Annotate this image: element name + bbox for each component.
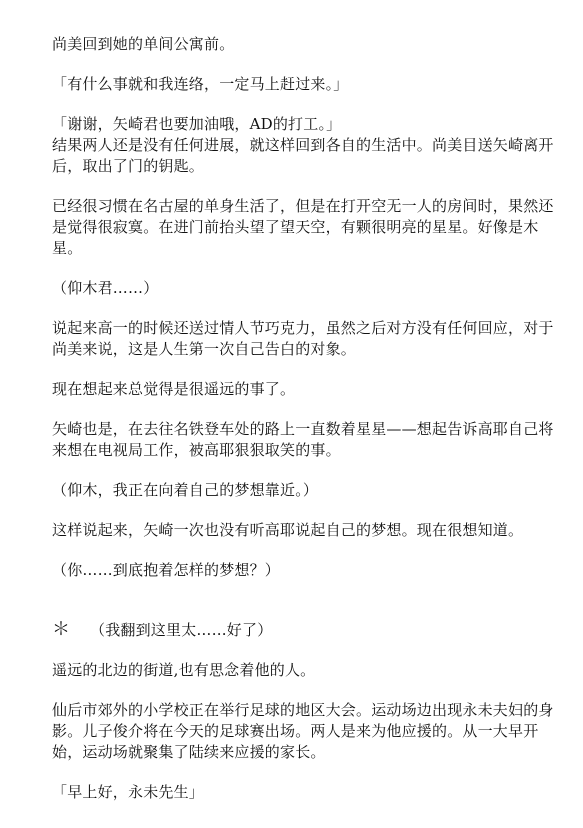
document-page bbox=[52, 34, 557, 803]
dialogue-line: 「早上好，永未先生」 bbox=[52, 783, 205, 801]
paragraph: 这样说起来，矢崎一次也没有听高耶说起自己的梦想。现在很想知道。 bbox=[52, 521, 524, 539]
paragraph: 尚美回到她的单间公寓前。 bbox=[52, 35, 235, 53]
dialogue-line: 「有什么事就和我连络，一定马上赶过来。」 bbox=[52, 75, 349, 93]
paragraph: 结果两人还是没有任何进展，就这样回到各自的生活中。尚美目送矢崎离开后，取出了门的钥匙。 bbox=[52, 136, 554, 175]
paragraph: 仙后市郊外的小学校正在举行足球的地区大会。运动场边出现永未夫妇的身影。儿子俊介将在今天的足球赛出场。两人是来为他应援的。从一大早开始，运动场就聚集了陆续来应援的家长。 bbox=[52, 701, 554, 761]
paragraph: 遥远的北边的街道,也有思念着他的人。 bbox=[52, 661, 316, 679]
translator-note: （我翻到这里太……好了） bbox=[90, 621, 273, 639]
paragraph: 说起来高一的时候还送过情人节巧克力，虽然之后对方没有任何回应，对于尚美来说，这是人生第一次自己告白的对象。 bbox=[52, 319, 554, 358]
paragraph: 已经很习惯在名古屋的单身生活了，但是在打开空无一人的房间时，果然还是觉得很寂寞。在进门前抬头望了望天空，有颗很明亮的星星。好像是木星。 bbox=[52, 197, 554, 257]
inner-thought: （仰木，我正在向着自己的梦想靠近。） bbox=[52, 481, 319, 499]
section-separator bbox=[52, 619, 557, 641]
paragraph: 矢崎也是，在去往名铁登车处的路上一直数着星星——想起告诉高耶自己将来想在电视局工作，被高耶狠狠取笑的事。 bbox=[52, 420, 554, 459]
dialogue-line: 「谢谢，矢崎君也要加油哦，AD的打工。」 bbox=[52, 115, 342, 133]
inner-thought: （仰木君……） bbox=[52, 279, 159, 297]
inner-thought: （你……到底抱着怎样的梦想？） bbox=[52, 561, 281, 579]
separator-star: ＊ bbox=[52, 619, 71, 640]
paragraph: 现在想起来总觉得是很遥远的事了。 bbox=[52, 380, 296, 398]
